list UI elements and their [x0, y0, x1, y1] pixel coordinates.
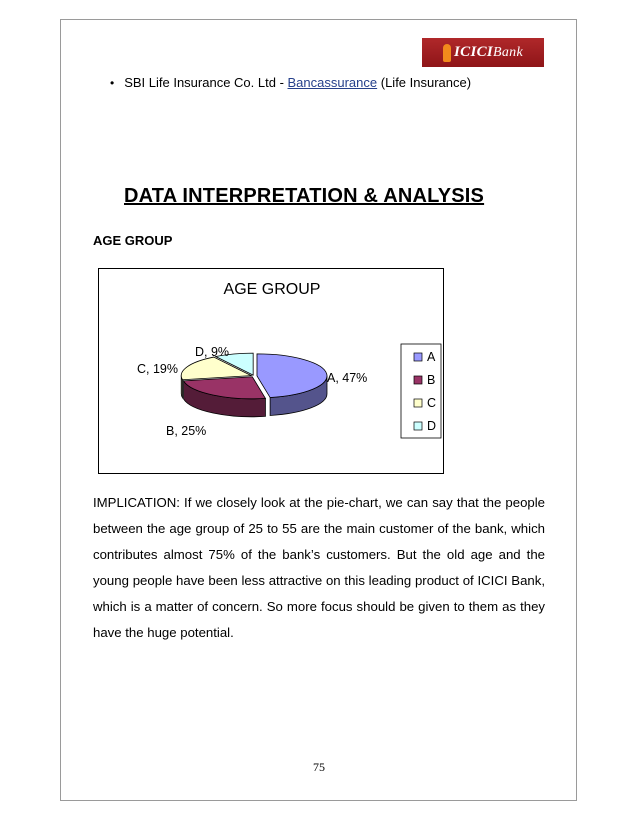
- icici-logo-mark-icon: [443, 44, 451, 62]
- data-label-a: A, 47%: [327, 371, 368, 385]
- bullet-text-after: (Life Insurance): [377, 75, 472, 90]
- legend-swatch-a: [414, 353, 422, 361]
- legend-label-c: C: [427, 396, 437, 410]
- chart-title: AGE GROUP: [223, 281, 321, 298]
- legend-swatch-c: [414, 399, 422, 407]
- bullet-item: [110, 75, 471, 90]
- icici-bank-logo: [422, 38, 544, 67]
- bullet-icon: •: [110, 76, 115, 90]
- logo-brand: ICICI: [454, 44, 494, 60]
- legend-label-a: A: [427, 350, 436, 364]
- implication-paragraph: IMPLICATION: If we closely look at the pie-chart, we can say that the people between the age group of 25 to 55 are the main customer of the bank, which contributes almost 75% of the bank’s customers. But the old age and the young people have been less attractive on this leading product of ICICI Bank, which is a matter of concern. So more focus should be given to them as they have the huge potential.: [93, 495, 545, 640]
- bancassurance-link[interactable]: Bancassurance: [287, 75, 378, 90]
- logo-suffix: Bank: [493, 45, 523, 60]
- pie-chart-area: [98, 268, 444, 474]
- data-label-b: B, 25%: [166, 424, 207, 438]
- pie-chart: [99, 269, 443, 473]
- section-heading: DATA INTERPRETATION & ANALYSIS: [124, 185, 485, 207]
- sub-heading: AGE GROUP: [93, 233, 173, 248]
- page-number: 75: [313, 760, 325, 774]
- legend-label-d: D: [427, 419, 437, 433]
- chart-legend: [401, 344, 441, 438]
- data-label-d: D, 9%: [195, 345, 230, 359]
- legend-label-b: B: [427, 373, 436, 387]
- legend-swatch-d: [414, 422, 422, 430]
- bullet-text-before: SBI Life Insurance Co. Ltd -: [124, 75, 288, 90]
- data-label-c: C, 19%: [137, 362, 178, 376]
- legend-swatch-b: [414, 376, 422, 384]
